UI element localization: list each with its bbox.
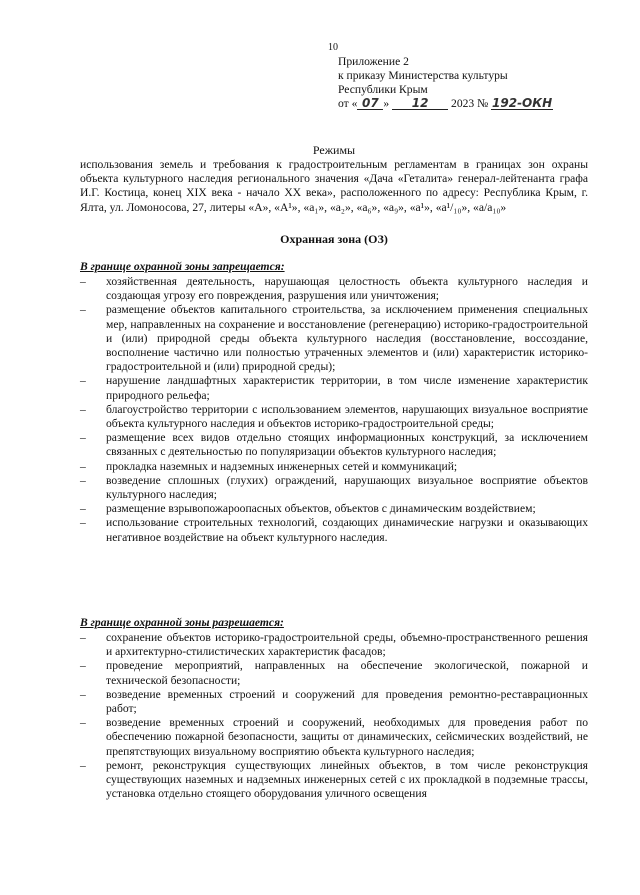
dash-bullet-icon: –	[80, 659, 86, 673]
dash-bullet-icon: –	[80, 516, 86, 530]
list-item	[80, 659, 588, 687]
list-item	[80, 431, 588, 459]
list-item	[80, 759, 588, 802]
date-prefix: от «	[338, 97, 358, 110]
dash-bullet-icon: –	[80, 631, 86, 644]
date-line	[338, 97, 628, 111]
list-item-text: использование строительных технологий, создающих динамические нагрузки и оказывающих негативное воздействие на объект культурного наследия.	[106, 516, 588, 544]
list-item-text: возведение временных строений и сооружений для проведения ремонтно-реставрационных работ;	[106, 687, 588, 716]
dash-bullet-icon: –	[80, 758, 86, 772]
year-number-label: 2023 №	[451, 97, 489, 110]
zone-title: Охранная зона (ОЗ)	[280, 232, 388, 246]
handwritten-day: 07	[357, 97, 383, 110]
list-item-text: возведение временных строений и сооружений, необходимых для проведения работ по обеспечению пожарной безопасности, защиты от динамических, сейсмических воздействий, не препятствующих визуальному восприятию объекта культурного наследия;	[106, 716, 588, 758]
dash-bullet-icon: –	[80, 687, 86, 701]
date-mid: »	[383, 97, 390, 110]
dash-bullet-icon: –	[80, 716, 86, 730]
dash-bullet-icon: –	[80, 275, 86, 288]
prohibited-list	[80, 275, 588, 545]
list-item-text: хозяйственная деятельность, нарушающая целостность объекта культурного наследия и создающая угрозу его повреждения, разрушения или уничтожения;	[106, 275, 588, 303]
list-item	[80, 403, 588, 431]
page-number: 10	[328, 42, 338, 53]
dash-bullet-icon: –	[80, 374, 86, 388]
dash-bullet-icon: –	[80, 402, 86, 416]
list-item	[80, 688, 588, 716]
ministry-line: Республики Крым	[338, 83, 428, 96]
list-item-text: благоустройство территории с использованием элементов, нарушающих визуальное восприятие объекта культурного наследия и объектов историко-градостроительной среды;	[106, 402, 588, 431]
allowed-heading: В границе охранной зоны разрешается:	[80, 616, 284, 629]
list-item	[80, 303, 588, 374]
list-item-text: проведение мероприятий, направленных на обеспечение экологической, пожарной и технической безопасности;	[106, 659, 588, 687]
list-item	[80, 275, 588, 303]
dash-bullet-icon: –	[80, 473, 86, 487]
list-item-text: размещение взрывопожароопасных объектов, объектов с динамическим воздействием;	[106, 502, 536, 516]
list-item	[80, 374, 588, 402]
list-item-text: ремонт, реконструкция существующих линейных объектов, в том числе реконструкция существующих наземных и надземных инженерных сетей с их прокладкой в подземные трассы, установка отдельно стоящего оборудования уличного освещения	[106, 758, 588, 801]
list-item	[80, 474, 588, 502]
appendix-line: Приложение 2	[338, 55, 409, 68]
handwritten-month: 12	[392, 97, 448, 110]
handwritten-order-number: 192-ОКН	[492, 96, 553, 110]
allowed-list	[80, 631, 588, 801]
list-item	[80, 516, 588, 544]
list-item-text: нарушение ландшафтных характеристик территории, в том числе изменение характеристик природного рельефа;	[106, 374, 588, 402]
prohibited-heading: В границе охранной зоны запрещается:	[80, 260, 285, 273]
list-item-text: размещение всех видов отдельно стоящих информационных конструкций, за исключением связанных с деятельностью по популяризации объектов культурного наследия;	[106, 431, 588, 459]
list-item	[80, 716, 588, 759]
list-item	[80, 502, 588, 516]
list-item	[80, 631, 588, 659]
list-item-text: сохранение объектов историко-градостроительной среды, объемно-пространственного решения и архитектурно-стилистических характеристик фасадов;	[106, 631, 588, 659]
dash-bullet-icon: –	[80, 431, 86, 445]
dash-bullet-icon: –	[80, 303, 86, 317]
document-intro: использования земель и требования к градостроительным регламентам в границах зон охраны объекта культурного наследия регионального значения «Дача «Геталита» генерал-лейтенанта графа И.Г. Костица, конец XIX века - начало XX века», расположенного по адресу: Республика Крым, г. Ялта, ул. Ломоносова, 27, литеры «А», «А¹», «а₁», «а₂», «а₆», «а₉», «а¹», «а¹/₁₀», «а/а₁₀»	[80, 158, 588, 214]
list-item-text: возведение сплошных (глухих) ограждений, нарушающих визуальное восприятие объектов культурного наследия;	[106, 473, 588, 502]
list-item-text: прокладка наземных и надземных инженерных сетей и коммуникаций;	[106, 459, 458, 473]
list-item	[80, 460, 588, 474]
appendix-header	[338, 55, 628, 111]
dash-bullet-icon: –	[80, 502, 86, 516]
dash-bullet-icon: –	[80, 459, 86, 473]
list-item-text: размещение объектов капитального строительства, за исключением применения специальных мер, направленных на сохранение и восстановление (регенерацию) историко-градостроительной и (или) природной среды объекта культурного наследия (восстановление, воссоздание, восполнение частично или полностью утраченных элементов и (или) характеристик историко-градостроительной и (или) природной среды);	[106, 303, 588, 374]
document-title: Режимы	[312, 143, 356, 157]
order-line: к приказу Министерства культуры	[338, 69, 508, 82]
